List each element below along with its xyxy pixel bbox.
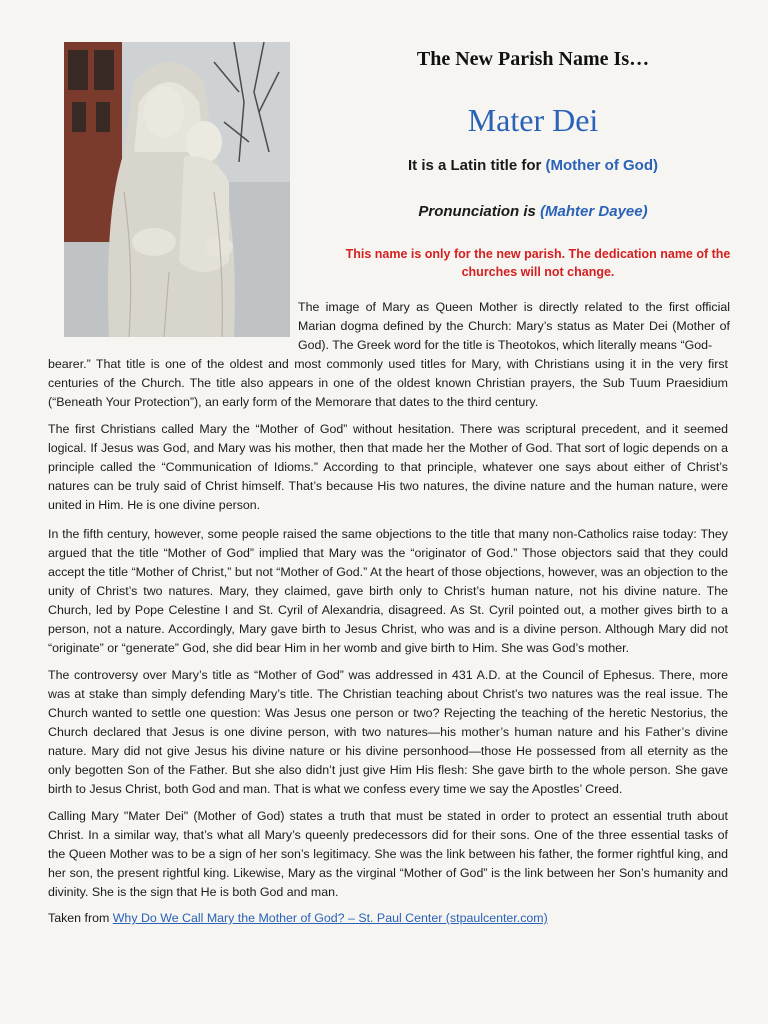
pronunciation-prefix: Pronunciation is [418, 203, 541, 220]
latin-title-meaning: (Mother of God) [545, 157, 658, 174]
pronunciation-line [318, 203, 748, 220]
pronunciation-value: (Mahter Dayee) [540, 203, 648, 220]
paragraph-3: In the fifth century, however, some people raised the same objections to the title that many non-Catholics raise today: They argued that the title “Mother of God” implied that Mary was the “originator of God.” Those objectors said that they could accept the title “Mother of Christ,” but not “Mother of God.” At the heart of those objections, however, was an objection to the unity of Christ’s two natures. Mary, they claimed, gave birth only to Christ’s human nature, not his divine nature. The Church, led by Pope Celestine I and St. Cyril of Alexandria, disagreed. As St. Cyril pointed out, a mother gives birth to a person, not a nature. Accordingly, Mary gave birth to Jesus Christ, who was and is a divine person. Although Mary did not “originate” or “generate” God, she did bear Him in her womb and give birth to Him. She was God’s mother. [48, 527, 728, 655]
paragraph-5: Calling Mary "Mater Dei" (Mother of God) states a truth that must be stated in order to protect an essential truth about Christ. In a similar way, that’s what all Mary’s queenly predecessors did for their sons. One of the three essential tasks of the Queen Mother was to be a sign of her son’s legitimacy. She was the link between his father, the former rightful king, and her son, the present rightful king. Likewise, Mary as the virginal “Mother of God” is the link between her Son’s humanity and divinity. She is the sign that He is both God and man. [48, 809, 728, 899]
statue-of-mary-with-child-icon [64, 42, 290, 337]
page-heading: The New Parish Name Is… [416, 48, 650, 70]
latin-title-prefix: It is a Latin title for [408, 157, 546, 174]
source-credit [48, 911, 548, 925]
source-prefix: Taken from [48, 911, 113, 925]
statue-photo [64, 42, 290, 337]
latin-title-line [318, 157, 748, 174]
paragraph-1-continued: bearer.” That title is one of the oldest and most commonly used titles for Mary, with Christians using it in the very first centuries of the Church. The title also appears in one of the oldest known Christian prayers, the Sub Tuum Praesidium (“Beneath Your Protection”), an early form of the Memorare that dates to the third century. [48, 357, 728, 409]
paragraph-4: The controversy over Mary’s title as “Mother of God” was addressed in 431 A.D. at the Council of Ephesus. There, more was at stake than simply defending Mary’s title. The Christian teaching about Christ’s two natures was the real issue. The Church wanted to settle one question: Was Jesus one person or two? Rejecting the teaching of the heretic Nestorius, the Church declared that Jesus is one divine person, with two natures—his mother’s human nature and his Father’s divine nature. Mary did not give Jesus his divine nature or his divine personhood—those He possessed from all eternity as the only begotten Son of the Father. But she also didn’t just give Him His flesh: She gave birth to the whole person. She gave birth to Jesus Christ, both God and man. That is what we confess every time we say the Apostles’ Creed. [48, 668, 728, 796]
paragraph-2: The first Christians called Mary the “Mother of God” without hesitation. There was scriptural precedent, and it seemed logical. If Jesus was God, and Mary was his mother, then that made her the Mother of God. That sort of logic depends on a principle called the “Communication of Idioms.” According to that principle, whatever one says about either of Christ’s natures can be truly said of Christ himself. That’s because His two natures, the divine nature and the human nature, were united in Him. He is one divine person. [48, 422, 728, 512]
dedication-note: This name is only for the new parish. The dedication name of the churches will not change. [345, 247, 731, 279]
paragraph-1-intro: The image of Mary as Queen Mother is directly related to the first official Marian dogma defined by the Church: Mary’s status as Mater Dei (Mother of God). The Greek word for the title is Theotokos, which literally means “God- [298, 300, 730, 352]
parish-name: Mater Dei [467, 102, 599, 138]
source-link[interactable]: Why Do We Call Mary the Mother of God? – St. Paul Center (stpaulcenter.com) [112, 911, 548, 925]
